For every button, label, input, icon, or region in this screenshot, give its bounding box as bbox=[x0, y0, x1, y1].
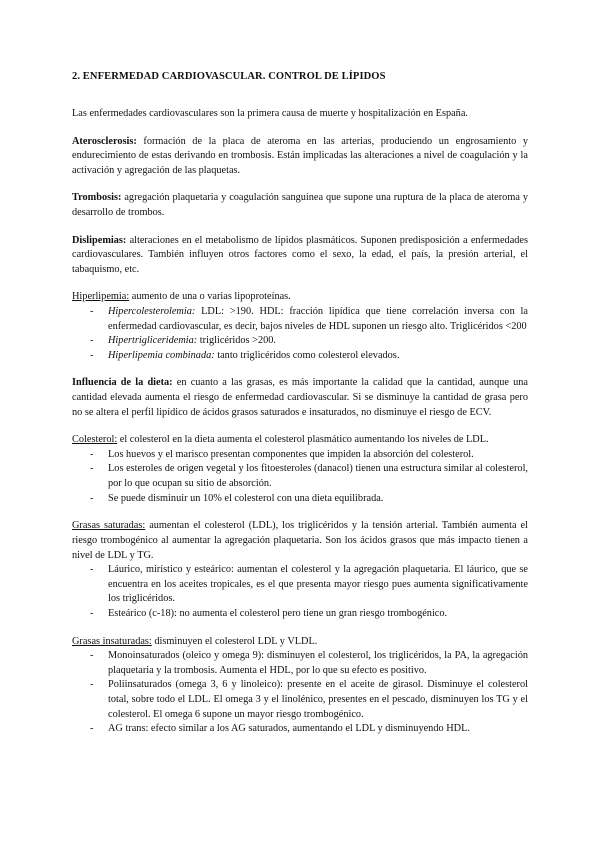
section-title: 2. ENFERMEDAD CARDIOVASCULAR. CONTROL DE LÍPIDOS bbox=[72, 71, 386, 82]
hiperlipemia-text: aumento de una o varias lipoproteínas. bbox=[129, 291, 291, 303]
trombosis-text: agregación plaquetaria y coagulación sanguínea que supone una ruptura de la placa de ateroma y desarrollo de trombos. bbox=[72, 192, 528, 218]
list-item-term: Hiperlipemia combinada: bbox=[108, 349, 215, 361]
colesterol-section bbox=[72, 433, 528, 506]
saturadas-term: Grasas saturadas: bbox=[72, 520, 146, 532]
insaturadas-term: Grasas insaturadas: bbox=[72, 635, 152, 647]
list-item bbox=[72, 349, 528, 364]
insaturadas-text: disminuyen el colesterol LDL y VLDL. bbox=[151, 635, 318, 647]
aterosclerosis-term: Aterosclerosis: bbox=[72, 135, 137, 147]
list-item: - Monoinsaturados (oleico y omega 9): disminuyen el colesterol, los triglicéridos, la PA, la agregación plaquetaria y la trombosis. Aumenta el HDL, por lo que su efecto es positivo. bbox=[72, 649, 528, 678]
list-item bbox=[72, 305, 528, 334]
list-item: - AG trans: efecto similar a los AG saturados, aumentando el LDL y disminuyendo HDL. bbox=[72, 722, 528, 737]
list-item-term: Hipertrigliceridemia: bbox=[108, 335, 198, 347]
list-item-text: triglicéridos >200. bbox=[197, 335, 276, 347]
intro-paragraph: Las enfermedades cardiovasculares son la primera causa de muerte y hospitalización en España. bbox=[72, 107, 468, 119]
trombosis-paragraph bbox=[72, 191, 528, 220]
insaturadas-paragraph bbox=[72, 635, 528, 650]
list-item: - Poliinsaturados (omega 3, 6 y linoleico): presente en el aceite de girasol. Disminuye el colesterol total, sobre todo el LDL. El omega 3 y el linolénico, presentes en el pescado, disminuyen los TG y el colesterol. El omega 6 supone un mayor riesgo trombogénico. bbox=[72, 678, 528, 722]
dieta-text: en cuanto a las grasas, es más importante la calidad que la cantidad, aunque una cantidad elevada aumenta el riesgo de enfermedad cardiovascular. Si se disminuye la cantidad de grasa pero no se altera el perfil lipídico de ácidos grasos saturados e insaturados, no disminuye el riesgo de ECV. bbox=[72, 377, 528, 418]
hiperlipemia-paragraph bbox=[72, 290, 528, 305]
saturadas-section bbox=[72, 519, 528, 621]
hiperlipemia-term: Hiperlipemia: bbox=[72, 291, 130, 303]
dieta-term: Influencia de la dieta: bbox=[72, 377, 173, 389]
aterosclerosis-paragraph bbox=[72, 135, 528, 179]
hiperlipemia-section bbox=[72, 290, 528, 363]
list-item: - Se puede disminuir un 10% el colesterol con una dieta equilibrada. bbox=[72, 492, 528, 507]
saturadas-paragraph bbox=[72, 519, 528, 563]
insaturadas-section bbox=[72, 635, 528, 737]
colesterol-list bbox=[72, 448, 528, 506]
list-item: - Láurico, mirístico y esteárico: aumentan el colesterol y la agregación plaquetaria. El láurico, que se encuentra en los aceites tropicales, es el que presenta mayor riesgo pues aumenta significativamente los triglicéridos. bbox=[72, 563, 528, 607]
dieta-paragraph bbox=[72, 376, 528, 420]
list-item: - Esteárico (c-18): no aumenta el colesterol pero tiene un gran riesgo trombogénico. bbox=[72, 607, 528, 622]
aterosclerosis-text: formación de la placa de ateroma en las arterias, produciendo un engrosamiento y endurecimiento de estas derivando en trombosis. Están implicadas las alteraciones a nivel de coagulación y la activación y agregación de las plaquetas. bbox=[72, 135, 528, 176]
list-item-text: tanto triglicéridos como colesterol elevados. bbox=[214, 349, 400, 361]
insaturadas-list bbox=[72, 649, 528, 737]
list-item bbox=[72, 334, 528, 349]
colesterol-paragraph bbox=[72, 433, 528, 448]
list-item-term: Hipercolesterolemia: bbox=[108, 306, 196, 317]
list-item: - Los huevos y el marisco presentan componentes que impiden la absorción del colesterol. bbox=[72, 448, 528, 463]
dislipemias-text: alteraciones en el metabolismo de lípidos plasmáticos. Suponen predisposición a enfermedades cardiovasculares. También influyen otros factores como el sexo, la edad, el país, la presión arterial, el tabaquismo, etc. bbox=[72, 234, 528, 275]
hiperlipemia-list bbox=[72, 305, 528, 363]
saturadas-text: aumentan el colesterol (LDL), los triglicéridos y la tensión arterial. También aumenta el riesgo trombogénico al aumentar la agregación plaquetaria. Son los ácidos grasos que más impacto tienen a nivel de LDL y TG. bbox=[72, 520, 528, 561]
list-item-text: LDL: >190. HDL: fracción lipídica que tiene correlación inversa con la enfermedad cardiovascular, es decir, bajos niveles de HDL suponen un riesgo alto. Triglicéridos <200 bbox=[108, 306, 528, 332]
list-item: - Los esteroles de origen vegetal y los fitoesteroles (danacol) tienen una estructura similar al colesterol, por lo que ocupan su sitio de absorción. bbox=[72, 462, 528, 491]
saturadas-list bbox=[72, 563, 528, 621]
dislipemias-term: Dislipemias: bbox=[72, 234, 127, 246]
dislipemias-paragraph bbox=[72, 234, 528, 278]
colesterol-text: el colesterol en la dieta aumenta el colesterol plasmático aumentando los niveles de LDL. bbox=[117, 434, 489, 446]
colesterol-term: Colesterol: bbox=[72, 434, 118, 446]
trombosis-term: Trombosis: bbox=[72, 192, 122, 204]
